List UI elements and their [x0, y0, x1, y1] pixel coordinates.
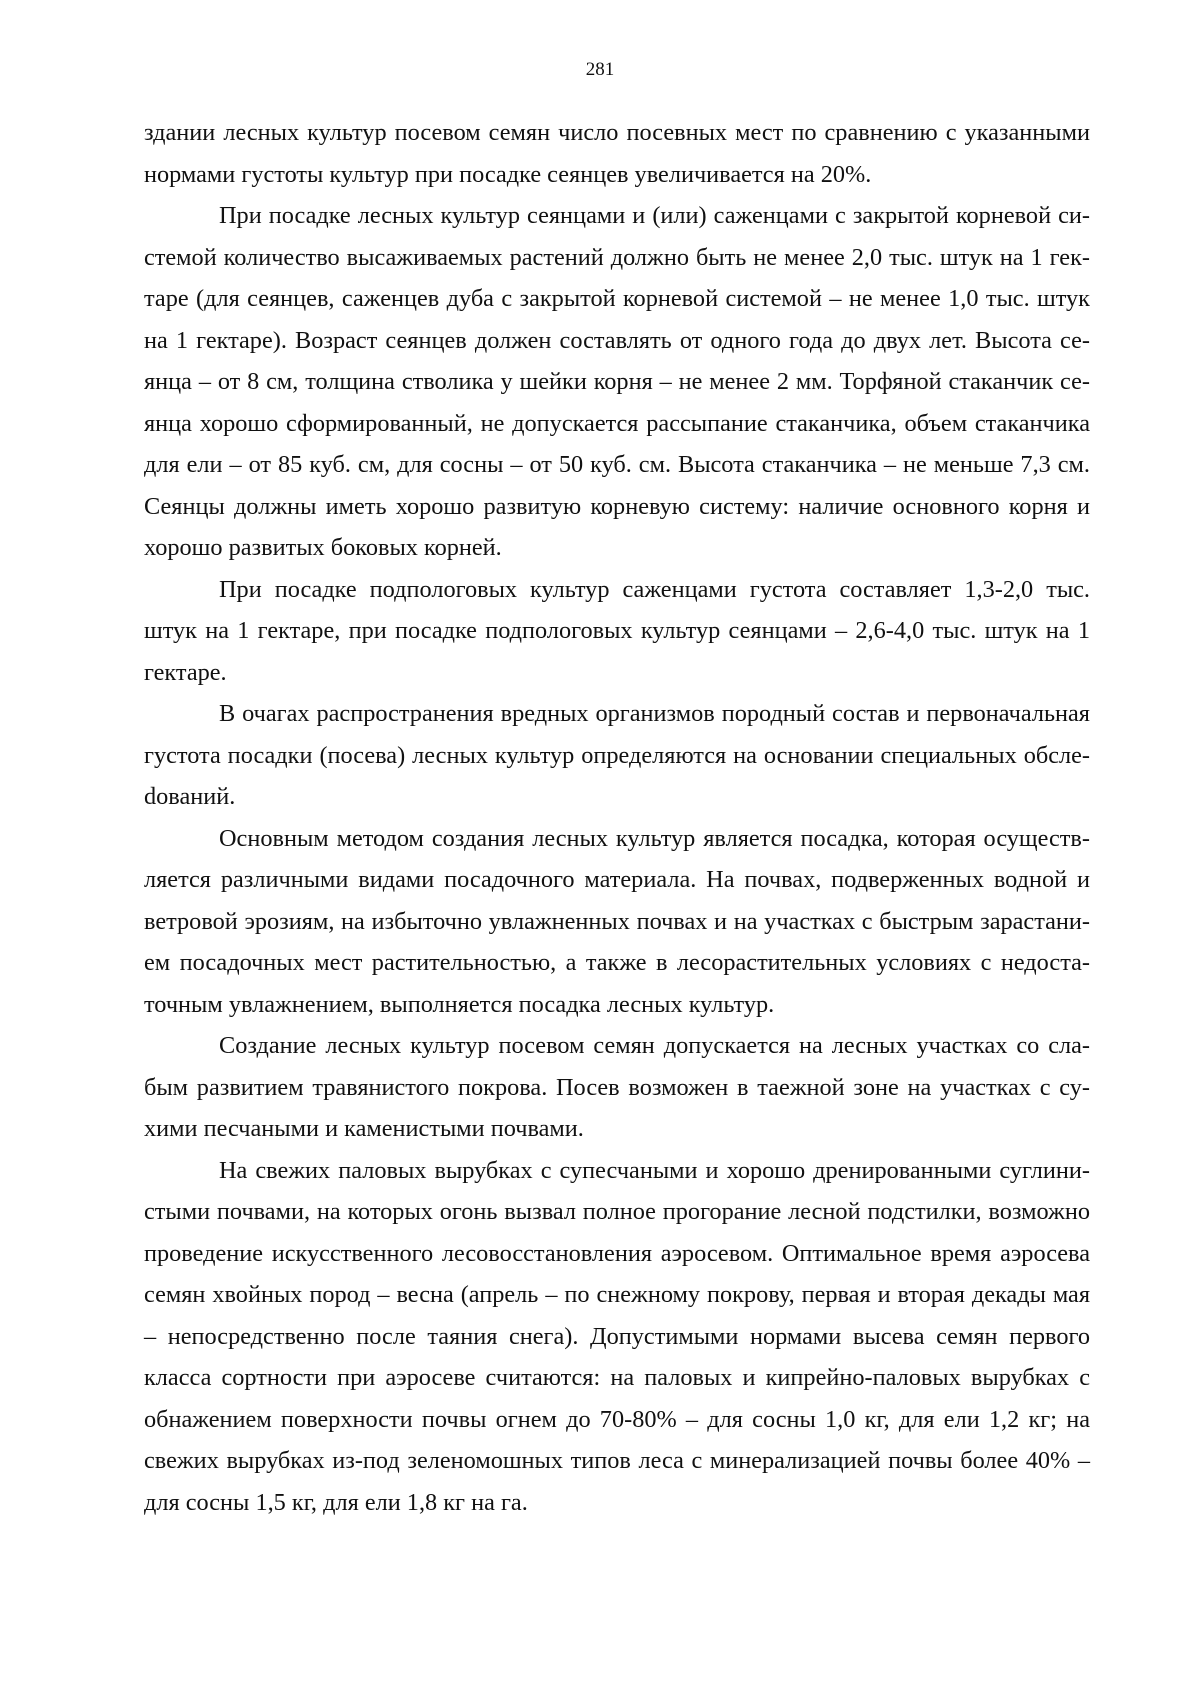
page-number: 281: [585, 59, 615, 80]
paragraph-continuation: здании лесных культур посевом семян число посевных мест по сравнению с указанными нормами густоты культур при посадке сеянцев увеличивается на 20%.: [144, 119, 1090, 188]
paragraph-aerial-seeding: На свежих паловых вырубках с супесчаными и хорошо дренированными суглинистыми почвами, на которых огонь вызвал полное прогорание лесной подстилки, возможно проведение искусственного лесовосстановления аэросевом. Оптимальное время аэросева семян хвойных пород – весна (апрель – по снежному покрову, первая и вторая декады мая – непосредственно после таяния снега). Допустимыми нормами высева семян первого класса сортности при аэросеве считаются: на паловых и кипрейно-паловых вырубках с обнажением поверхности почвы огнем до 70-80% – для сосны 1,0 кг, для ели 1,2 кг; на свежих вырубках из-под зеленомошных типов леса с минерализацией почвы более 40% – для сосны 1,5 кг, для ели 1,8 кг на га.: [144, 1156, 1090, 1516]
paragraph-closed-root-seedlings: При посадке лесных культур сеянцами и (или) саженцами с закрытой корневой системой количество высаживаемых растений должно быть не менее 2,0 тыс. штук на 1 гектаре (для сеянцев, саженцев дуба с закрытой корневой системой – не менее 1,0 тыс. штук на 1 гектаре). Возраст сеянцев должен составлять от одного года до двух лет. Высота сеянца – от 8 см, толщина стволика у шейки корня – не менее 2 мм. Торфяной стаканчик сеянца хорошо сформированный, не допускается рассыпание стаканчика, объем стаканчика для ели – от 85 куб. см, для сосны – от 50 куб. см. Высота стаканчика – не меньше 7,3 см. Сеянцы должны иметь хорошо развитую корневую систему: наличие основного корня и хорошо развитых боковых корней.: [144, 202, 1090, 561]
paragraph-pest-foci: В очагах распространения вредных организмов породный состав и первоначальная густота посадки (посева) лесных культур определяются на основании специальных обслеdований.: [144, 700, 1090, 810]
paragraph-planting-method: Основным методом создания лесных культур является посадка, которая осуществляется различными видами посадочного материала. На почвах, подверженных водной и ветровой эрозиям, на избыточно увлажненных почвах и на участках с быстрым зарастанием посадочных мест растительностью, а также в лесорастительных условиях с недостаточным увлажнением, выполняется посадка лесных культур.: [144, 824, 1090, 1018]
paragraph-underplanting-density: При посадке подпологовых культур саженцами густота составляет 1,3-2,0 тыс. штук на 1 гектаре, при посадке подпологовых культур сеянцами – 2,6-4,0 тыс. штук на 1 гектаре.: [144, 575, 1090, 686]
body-text: [144, 112, 1090, 1523]
paragraph-seed-sowing: Создание лесных культур посевом семян допускается на лесных участках со слабым развитием травянистого покрова. Посев возможен в таежной зоне на участках с сухими песчаными и каменистыми почвами.: [144, 1032, 1090, 1142]
